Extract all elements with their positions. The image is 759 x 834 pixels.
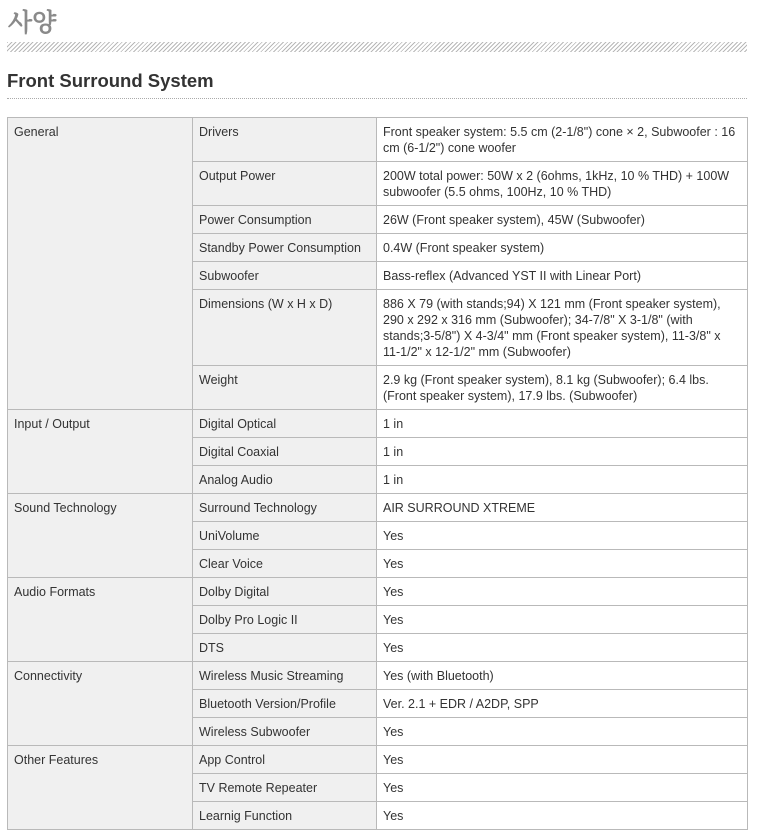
spec-category: Connectivity xyxy=(8,662,193,746)
spec-label: Digital Optical xyxy=(193,410,377,438)
spec-label: Learnig Function xyxy=(193,802,377,830)
spec-value: Yes (with Bluetooth) xyxy=(377,662,748,690)
spec-label: TV Remote Repeater xyxy=(193,774,377,802)
spec-value: 886 X 79 (with stands;94) X 121 mm (Front speaker system), 290 x 292 x 316 mm (Subwoofer); 34-7/8" X 3-1/8" (with stands;3-5/8") X 4-3/4" mm (Front speaker system), 11-3/8" x 11-1/2" x 12-1/2" mm (Subwoofer) xyxy=(377,290,748,366)
spec-label: Dolby Pro Logic II xyxy=(193,606,377,634)
spec-value: Yes xyxy=(377,774,748,802)
spec-value: Yes xyxy=(377,578,748,606)
spec-label: Clear Voice xyxy=(193,550,377,578)
spec-value: Yes xyxy=(377,550,748,578)
spec-value: Yes xyxy=(377,606,748,634)
spec-label: Output Power xyxy=(193,162,377,206)
spec-label: DTS xyxy=(193,634,377,662)
spec-value: Yes xyxy=(377,634,748,662)
spec-label: Dolby Digital xyxy=(193,578,377,606)
spec-value: 200W total power: 50W x 2 (6ohms, 1kHz, 10 % THD) + 100W subwoofer (5.5 ohms, 100Hz, 10 % THD) xyxy=(377,162,748,206)
spec-value: Yes xyxy=(377,522,748,550)
table-row xyxy=(8,410,748,438)
spec-value: 0.4W (Front speaker system) xyxy=(377,234,748,262)
spec-label: Digital Coaxial xyxy=(193,438,377,466)
spec-label: Wireless Subwoofer xyxy=(193,718,377,746)
spec-value: Bass-reflex (Advanced YST II with Linear Port) xyxy=(377,262,748,290)
spec-category: Other Features xyxy=(8,746,193,830)
spec-label: Analog Audio xyxy=(193,466,377,494)
spec-label: Standby Power Consumption xyxy=(193,234,377,262)
section-title: Front Surround System xyxy=(7,70,214,91)
spec-value: 1 in xyxy=(377,438,748,466)
page-heading: 사양 xyxy=(8,8,57,37)
spec-value: 1 in xyxy=(377,466,748,494)
spec-value: 2.9 kg (Front speaker system), 8.1 kg (Subwoofer); 6.4 lbs. (Front speaker system), 17.9 lbs. (Subwoofer) xyxy=(377,366,748,410)
spec-value: Yes xyxy=(377,802,748,830)
spec-category: Input / Output xyxy=(8,410,193,494)
spec-label: UniVolume xyxy=(193,522,377,550)
spec-label: Wireless Music Streaming xyxy=(193,662,377,690)
spec-category: General xyxy=(8,118,193,410)
spec-label: Surround Technology xyxy=(193,494,377,522)
dotted-divider xyxy=(7,98,747,99)
spec-value: 1 in xyxy=(377,410,748,438)
spec-value: AIR SURROUND XTREME xyxy=(377,494,748,522)
spec-label: App Control xyxy=(193,746,377,774)
spec-label: Subwoofer xyxy=(193,262,377,290)
spec-label: Dimensions (W x H x D) xyxy=(193,290,377,366)
table-row xyxy=(8,746,748,774)
spec-label: Power Consumption xyxy=(193,206,377,234)
spec-label: Bluetooth Version/Profile xyxy=(193,690,377,718)
spec-category: Sound Technology xyxy=(8,494,193,578)
table-row xyxy=(8,494,748,522)
table-row xyxy=(8,118,748,162)
spec-label: Drivers xyxy=(193,118,377,162)
spec-value: 26W (Front speaker system), 45W (Subwoofer) xyxy=(377,206,748,234)
spec-value: Front speaker system: 5.5 cm (2-1/8") cone × 2, Subwoofer : 16 cm (6-1/2") cone woofer xyxy=(377,118,748,162)
spec-value: Ver. 2.1 + EDR / A2DP, SPP xyxy=(377,690,748,718)
spec-value: Yes xyxy=(377,746,748,774)
table-row xyxy=(8,578,748,606)
spec-category: Audio Formats xyxy=(8,578,193,662)
hatched-divider xyxy=(7,42,747,52)
spec-label: Weight xyxy=(193,366,377,410)
spec-table xyxy=(7,117,748,830)
table-row xyxy=(8,662,748,690)
spec-value: Yes xyxy=(377,718,748,746)
